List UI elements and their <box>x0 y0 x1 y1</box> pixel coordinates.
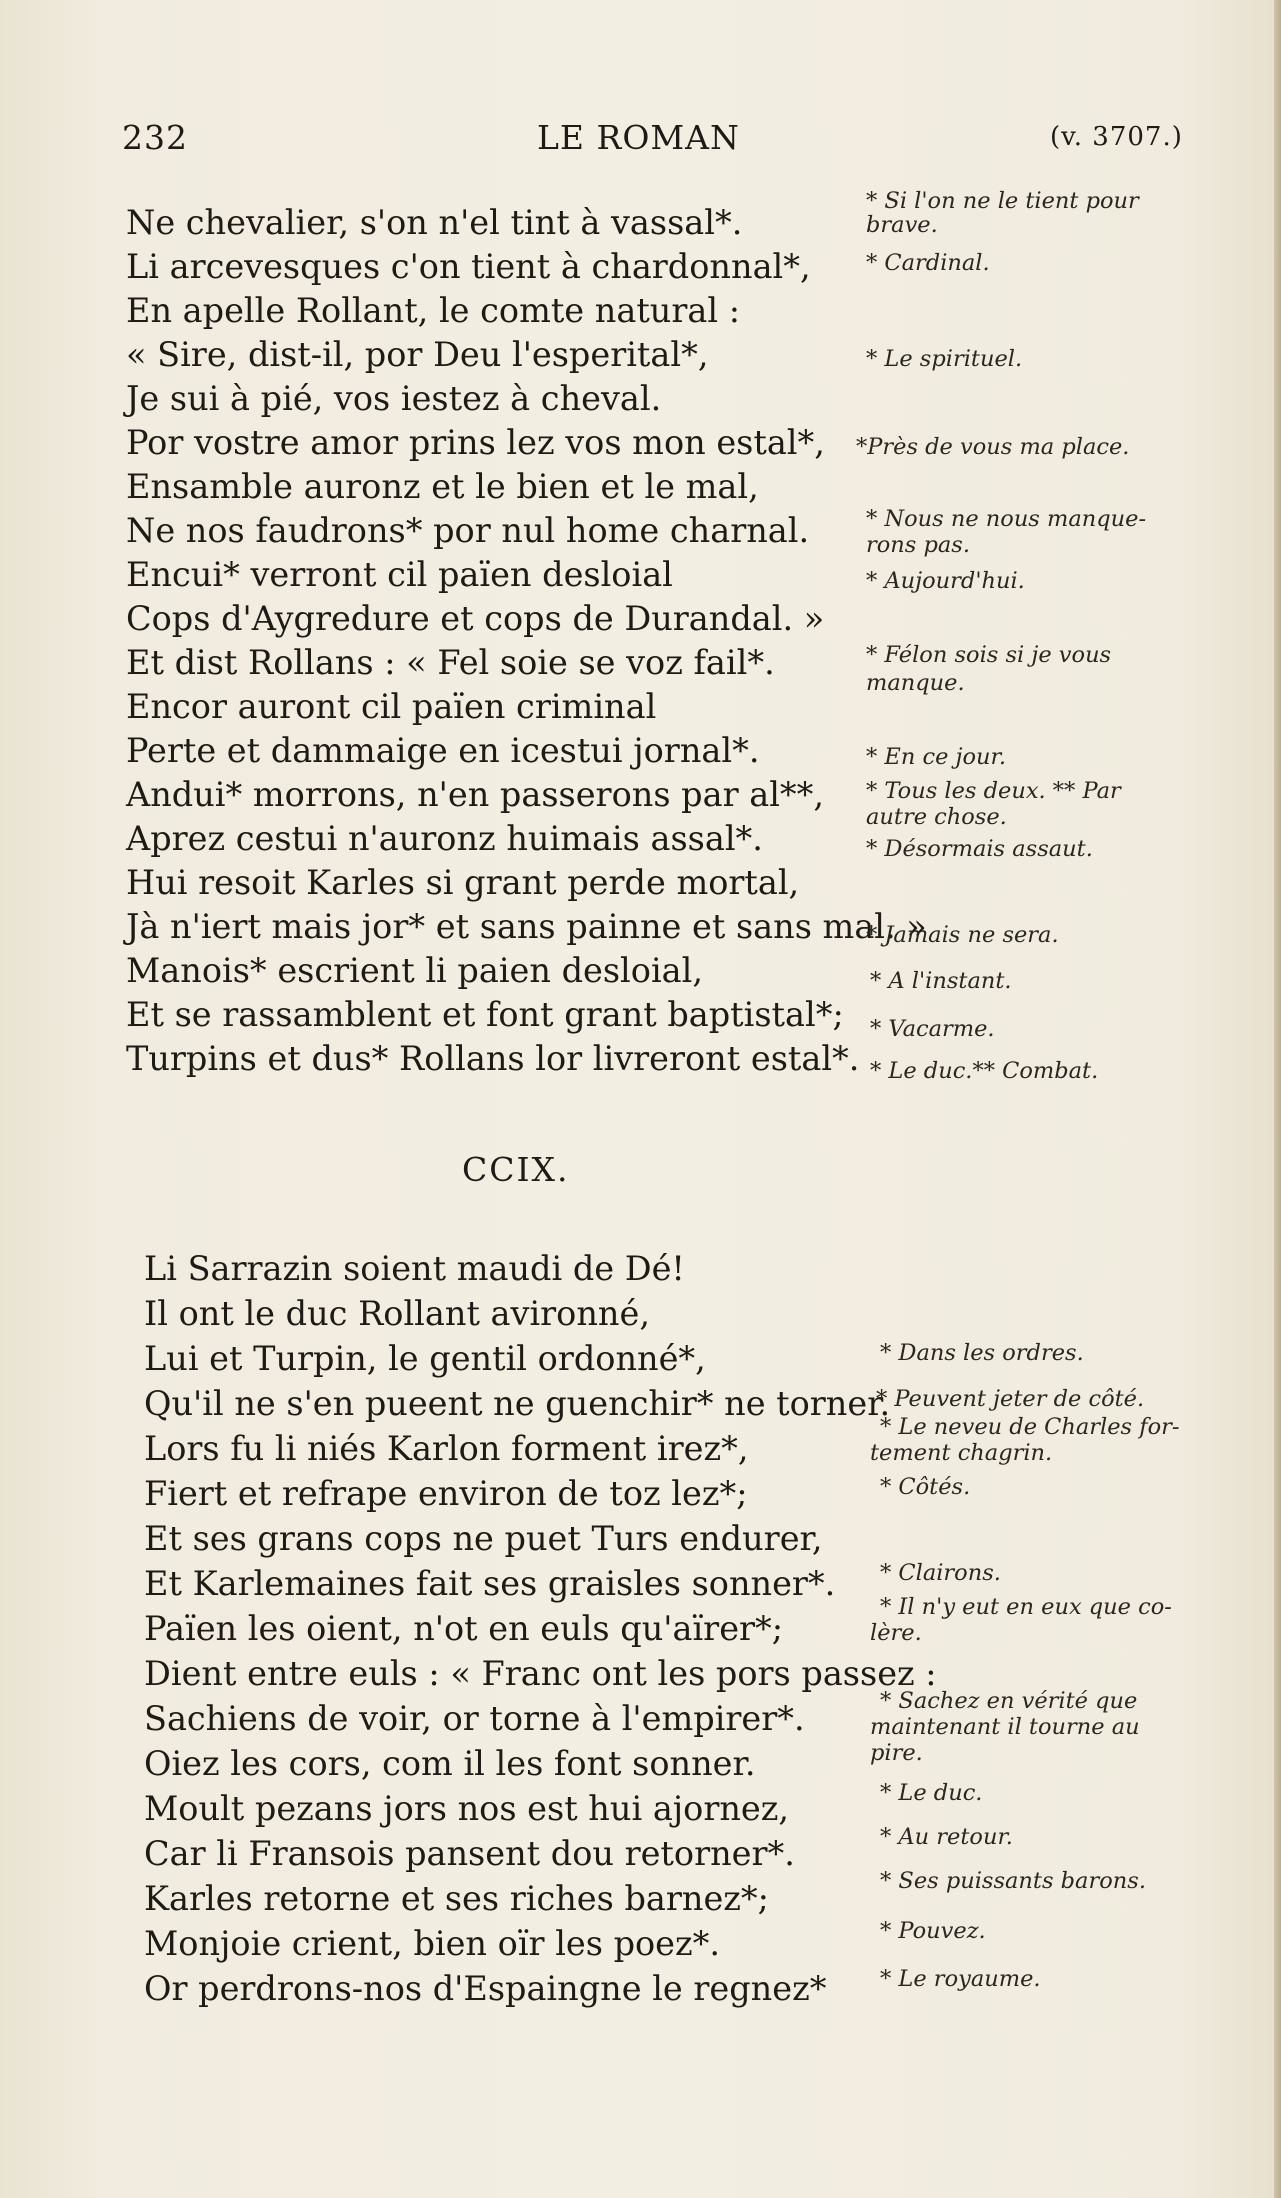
verse-line: Païen les oient, n'ot en euls qu'aïrer*; <box>144 1609 784 1648</box>
gloss-note: * Le neveu de Charles for- <box>880 1414 1180 1440</box>
gloss-note: * Au retour. <box>880 1824 1013 1850</box>
gloss-note: pire. <box>870 1740 923 1766</box>
gloss-note: * Peuvent jeter de côté. <box>876 1386 1145 1412</box>
verse-line: Encui* verront cil païen desloial <box>126 555 673 594</box>
verse-line: Lui et Turpin, le gentil ordonné*, <box>144 1339 706 1378</box>
gloss-note: * Clairons. <box>880 1560 1001 1586</box>
verse-line: Por vostre amor prins lez vos mon estal*, <box>126 423 825 462</box>
gloss-note: * Le duc.** Combat. <box>870 1058 1099 1084</box>
verse-line: Et se rassamblent et font grant baptistal*; <box>126 995 844 1034</box>
gloss-note: * Il n'y eut en eux que co- <box>880 1594 1172 1620</box>
verse-line: Dient entre euls : « Franc ont les pors passez : <box>144 1654 937 1693</box>
gloss-note: * En ce jour. <box>866 744 1006 770</box>
verse-line: Ensamble auronz et le bien et le mal, <box>126 467 759 506</box>
verse-line: Je sui à pié, vos iestez à cheval. <box>126 379 662 418</box>
verse-line: Il ont le duc Rollant avironné, <box>144 1294 650 1333</box>
gloss-note: * A l'instant. <box>870 968 1012 994</box>
gloss-note: * Aujourd'hui. <box>866 568 1025 594</box>
gloss-note: * Côtés. <box>880 1474 971 1500</box>
verse-line: Cops d'Aygredure et cops de Durandal. » <box>126 599 825 638</box>
verse-line: Manois* escrient li paien desloial, <box>126 951 703 990</box>
gloss-note: * Ses puissants barons. <box>880 1868 1146 1894</box>
gloss-note: * Le spirituel. <box>866 346 1023 372</box>
gloss-note: * Le duc. <box>880 1780 983 1806</box>
verse-line: Li Sarrazin soient maudi de Dé! <box>144 1249 685 1288</box>
gloss-note: * Tous les deux. ** Par <box>866 778 1121 804</box>
running-title: LE ROMAN <box>537 118 740 157</box>
verse-reference: (v. 3707.) <box>1050 122 1183 152</box>
verse-line: Perte et dammaige en icestui jornal*. <box>126 731 760 770</box>
verse-line: Oiez les cors, com il les font sonner. <box>144 1744 756 1783</box>
verse-line: Or perdrons-nos d'Espaingne le regnez* <box>144 1969 827 2008</box>
gloss-note: * Félon sois si je vous <box>866 642 1112 668</box>
verse-line: Turpins et dus* Rollans lor livreront estal*. <box>126 1039 860 1078</box>
verse-line: Et dist Rollans : « Fel soie se voz fail*. <box>126 643 775 682</box>
verse-line: Et Karlemaines fait ses graisles sonner*. <box>144 1564 836 1603</box>
gloss-note: * Si l'on ne le tient pour <box>866 188 1139 214</box>
verse-line: Encor auront cil païen criminal <box>126 687 657 726</box>
gloss-note: * Jamais ne sera. <box>866 922 1059 948</box>
verse-line: Monjoie crient, bien oïr les poez*. <box>144 1924 721 1963</box>
verse-line: Ne nos faudrons* por nul home charnal. <box>126 511 810 550</box>
verse-line: Et ses grans cops ne puet Turs endurer, <box>144 1519 823 1558</box>
gloss-note: brave. <box>866 212 938 238</box>
verse-line: Moult pezans jors nos est hui ajornez, <box>144 1789 790 1828</box>
verse-line: En apelle Rollant, le comte natural : <box>126 291 740 330</box>
gloss-note: * Le royaume. <box>880 1966 1041 1992</box>
verse-line: « Sire, dist-il, por Deu l'esperital*, <box>126 335 709 374</box>
verse-line: Li arcevesques c'on tient à chardonnal*, <box>126 247 811 286</box>
page-gutter-shadow <box>1274 0 1281 2198</box>
gloss-note: manque. <box>866 670 965 696</box>
gloss-note: * Pouvez. <box>880 1918 986 1944</box>
gloss-note: * Vacarme. <box>870 1016 995 1042</box>
gloss-note: *Près de vous ma place. <box>856 434 1130 460</box>
gloss-note: tement chagrin. <box>870 1440 1053 1466</box>
gloss-note: * Dans les ordres. <box>880 1340 1084 1366</box>
gloss-note: * Désormais assaut. <box>866 836 1093 862</box>
gloss-note: * Cardinal. <box>866 250 990 276</box>
gloss-note: maintenant il tourne au <box>870 1714 1140 1740</box>
gloss-note: lère. <box>870 1620 922 1646</box>
running-header <box>0 118 1281 168</box>
gloss-note: * Nous ne nous manque- <box>866 506 1147 532</box>
verse-line: Car li Fransois pansent dou retorner*. <box>144 1834 795 1873</box>
verse-line: Fiert et refrape environ de toz lez*; <box>144 1474 748 1513</box>
verse-line: Jà n'iert mais jor* et sans painne et sans mal. » <box>126 907 927 946</box>
verse-line: Hui resoit Karles si grant perde mortal, <box>126 863 800 902</box>
gloss-note: autre chose. <box>866 804 1007 830</box>
gloss-note: rons pas. <box>866 532 971 558</box>
page-number: 232 <box>122 118 188 157</box>
verse-line: Lors fu li niés Karlon forment irez*, <box>144 1429 749 1468</box>
gloss-note: * Sachez en vérité que <box>880 1688 1138 1714</box>
verse-line: Karles retorne et ses riches barnez*; <box>144 1879 769 1918</box>
verse-line: Aprez cestui n'auronz huimais assal*. <box>126 819 763 858</box>
verse-line: Ne chevalier, s'on n'el tint à vassal*. <box>126 203 743 242</box>
verse-line: Qu'il ne s'en pueent ne guenchir* ne torner. <box>144 1384 891 1423</box>
verse-line: Sachiens de voir, or torne à l'empirer*. <box>144 1699 805 1738</box>
section-heading: CCIX. <box>462 1150 570 1189</box>
verse-line: Andui* morrons, n'en passerons par al**, <box>126 775 825 814</box>
